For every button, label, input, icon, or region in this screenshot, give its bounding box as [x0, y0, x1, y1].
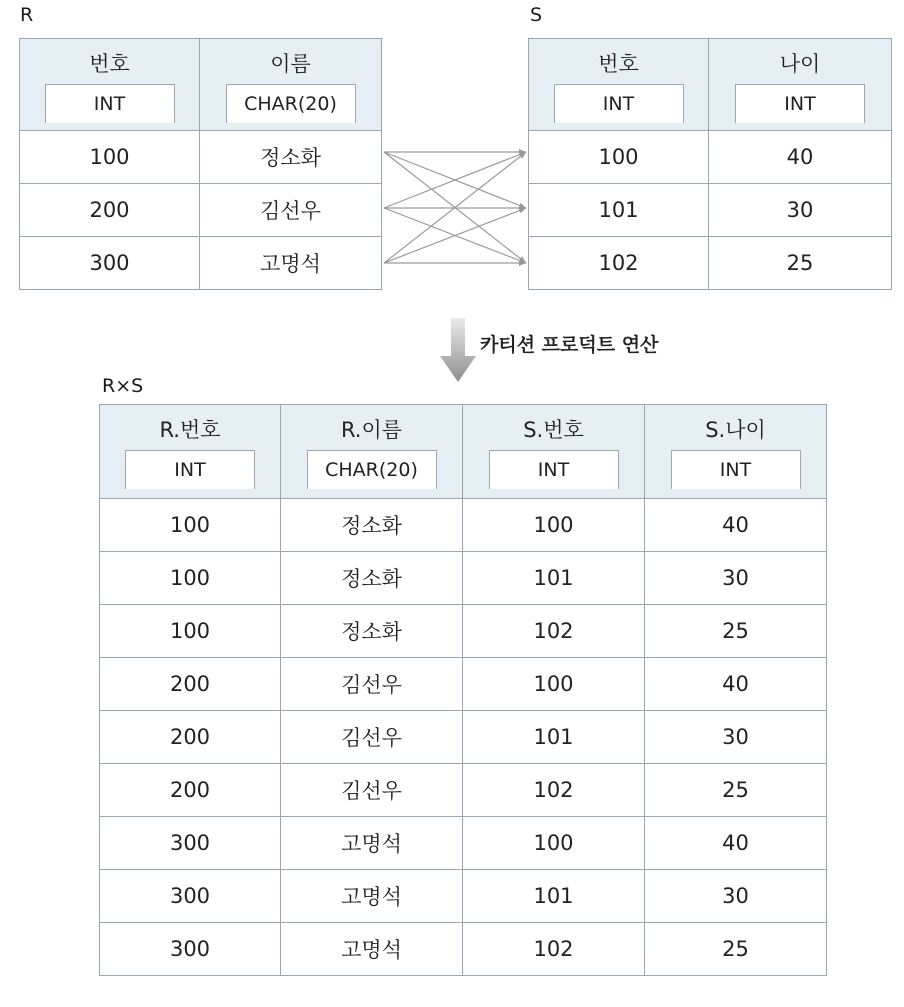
result-header-cell [281, 405, 463, 499]
table-cell: 김선우 [281, 711, 463, 764]
relation-r-header-row [20, 39, 382, 131]
table-row [100, 764, 827, 817]
relation-r-title: R [20, 4, 34, 26]
table-cell: 정소화 [281, 605, 463, 658]
table-cell: 40 [645, 658, 827, 711]
table-cell: 정소화 [200, 131, 382, 184]
table-cell: 고명석 [200, 237, 382, 290]
table-cell: 101 [529, 184, 709, 237]
column-name: S.번호 [523, 418, 584, 442]
result-relation-table [99, 404, 827, 976]
table-row [100, 499, 827, 552]
relation-s-header-row [529, 39, 892, 131]
table-cell: 300 [100, 817, 281, 870]
table-row [100, 817, 827, 870]
cartesian-mapping-arrows [380, 135, 530, 280]
table-row [529, 131, 892, 184]
column-type: INT [489, 450, 619, 489]
table-cell: 정소화 [281, 552, 463, 605]
column-name: S.나이 [705, 418, 766, 442]
table-row [529, 237, 892, 290]
column-type: INT [125, 450, 255, 489]
column-type: INT [554, 84, 684, 123]
table-cell: 김선우 [200, 184, 382, 237]
table-cell: 고명석 [281, 870, 463, 923]
table-cell: 100 [463, 658, 645, 711]
column-type: CHAR(20) [307, 450, 437, 489]
column-type: INT [671, 450, 801, 489]
column-name: R.이름 [340, 418, 403, 442]
table-cell: 200 [100, 764, 281, 817]
table-cell: 100 [20, 131, 200, 184]
table-cell: 고명석 [281, 923, 463, 976]
table-row [20, 237, 382, 290]
result-header-cell [100, 405, 281, 499]
table-row [20, 131, 382, 184]
relation-s-title: S [530, 4, 543, 26]
column-name: 나이 [779, 52, 821, 76]
table-cell: 300 [100, 870, 281, 923]
column-name: 번호 [598, 52, 639, 76]
result-header-cell [645, 405, 827, 499]
result-relation-title: R×S [102, 375, 144, 397]
table-cell: 40 [709, 131, 892, 184]
table-cell: 100 [529, 131, 709, 184]
column-name: 번호 [89, 52, 130, 76]
table-cell: 101 [463, 870, 645, 923]
table-cell: 25 [645, 923, 827, 976]
table-row [100, 923, 827, 976]
table-cell: 30 [645, 711, 827, 764]
table-cell: 100 [100, 552, 281, 605]
table-cell: 25 [645, 605, 827, 658]
table-cell: 30 [709, 184, 892, 237]
table-cell: 200 [20, 184, 200, 237]
table-cell: 102 [463, 923, 645, 976]
column-type: INT [735, 84, 865, 123]
table-row [100, 870, 827, 923]
column-name: 이름 [270, 52, 311, 76]
table-row [100, 711, 827, 764]
result-header-row [100, 405, 827, 499]
table-cell: 정소화 [281, 499, 463, 552]
column-type: INT [45, 84, 175, 123]
table-cell: 102 [463, 764, 645, 817]
table-cell: 300 [100, 923, 281, 976]
table-cell: 25 [709, 237, 892, 290]
table-row [100, 605, 827, 658]
table-cell: 102 [463, 605, 645, 658]
table-cell: 101 [463, 711, 645, 764]
table-cell: 102 [529, 237, 709, 290]
table-cell: 200 [100, 711, 281, 764]
column-type: CHAR(20) [226, 84, 356, 123]
table-cell: 25 [645, 764, 827, 817]
table-cell: 100 [100, 605, 281, 658]
relation-s-table [528, 38, 892, 290]
table-cell: 40 [645, 817, 827, 870]
table-cell: 30 [645, 870, 827, 923]
table-cell: 100 [463, 499, 645, 552]
relation-r-table [19, 38, 382, 290]
column-name: R.번호 [159, 418, 221, 442]
table-cell: 40 [645, 499, 827, 552]
table-cell: 300 [20, 237, 200, 290]
result-header-cell [463, 405, 645, 499]
operation-label: 카티션 프로덕트 연산 [480, 334, 659, 356]
table-row [20, 184, 382, 237]
table-cell: 100 [100, 499, 281, 552]
table-cell: 고명석 [281, 817, 463, 870]
table-row [100, 658, 827, 711]
table-cell: 김선우 [281, 658, 463, 711]
relation-r-header-cell [200, 39, 382, 131]
table-row [100, 552, 827, 605]
table-cell: 30 [645, 552, 827, 605]
down-arrow-icon [438, 318, 478, 384]
table-cell: 101 [463, 552, 645, 605]
relation-r-header-cell [20, 39, 200, 131]
relation-s-header-cell [709, 39, 892, 131]
table-cell: 김선우 [281, 764, 463, 817]
table-cell: 200 [100, 658, 281, 711]
table-cell: 100 [463, 817, 645, 870]
table-row [529, 184, 892, 237]
relation-s-header-cell [529, 39, 709, 131]
